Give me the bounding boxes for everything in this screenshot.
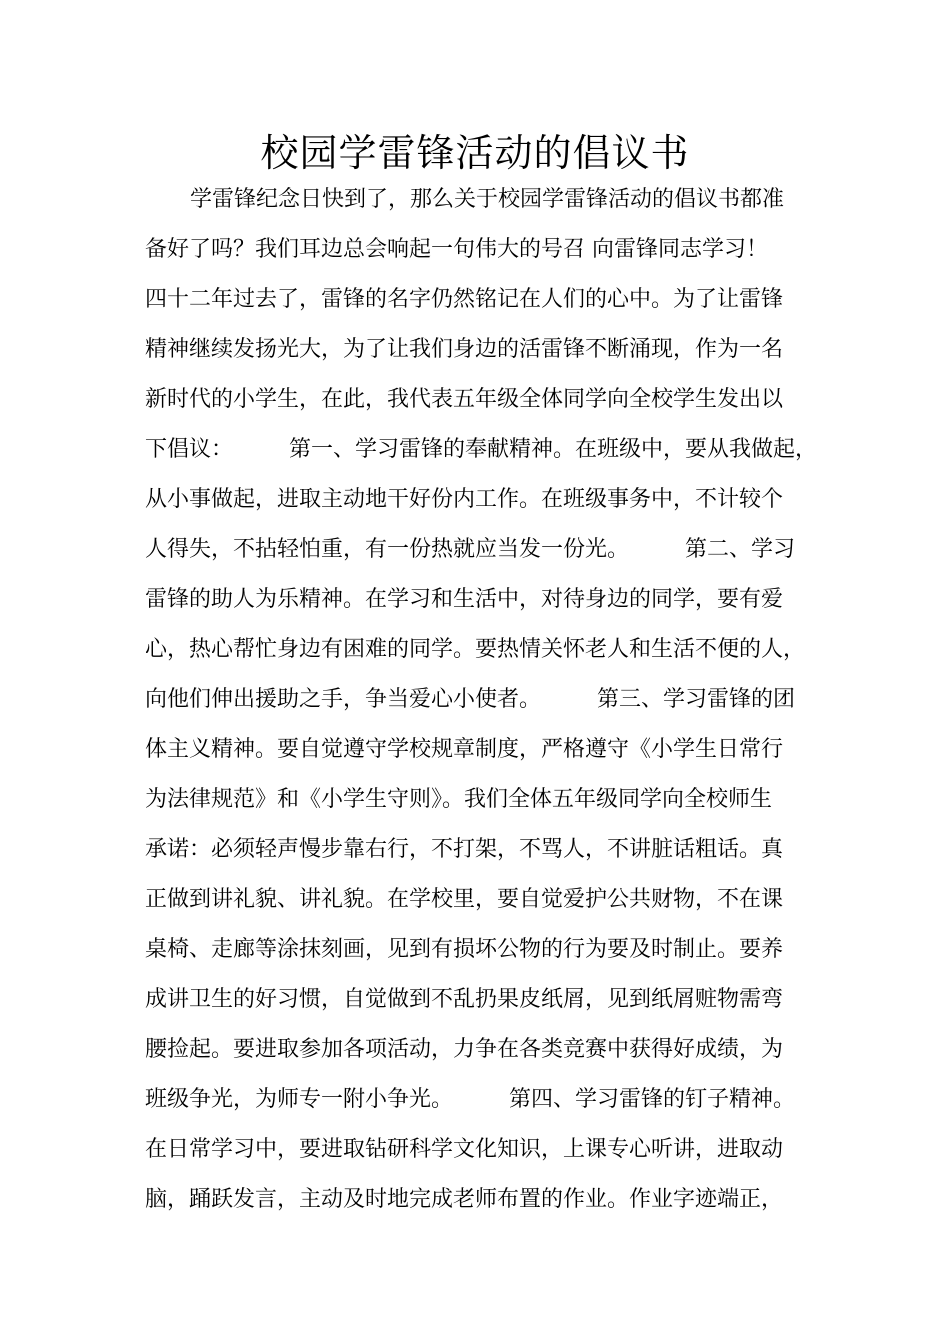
- paragraph-line: 在日常学习中，要进取钻研科学文化知识，上课专心听讲，进取动: [145, 1137, 784, 1162]
- paragraph-line: 人得失，不拈轻怕重，有一份热就应当发一份光。 第二、学习: [145, 537, 795, 562]
- paragraph-line: 成讲卫生的好习惯，自觉做到不乱扔果皮纸屑，见到纸屑赃物需弯: [145, 987, 784, 1012]
- paragraph-line: 为法律规范》和《小学生守则》。我们全体五年级同学向全校师生: [145, 787, 773, 812]
- paragraph-line: 新时代的小学生，在此，我代表五年级全体同学向全校学生发出以: [145, 387, 784, 412]
- paragraph-line: 四十二年过去了，雷锋的名字仍然铭记在人们的心中。为了让雷锋: [145, 287, 784, 312]
- paragraph-line: 下倡议： 第一、学习雷锋的奉献精神。在班级中，要从我做起，: [145, 437, 817, 462]
- paragraph-line: 精神继续发扬光大，为了让我们身边的活雷锋不断涌现，作为一名: [145, 337, 784, 362]
- paragraph-line: 班级争光，为师专一附小争光。 第四、学习雷锋的钉子精神。: [145, 1087, 795, 1112]
- paragraph-line: 雷锋的助人为乐精神。在学习和生活中，对待身边的同学，要有爱: [145, 587, 784, 612]
- paragraph-line: 向他们伸出援助之手，争当爱心小使者。 第三、学习雷锋的团: [145, 687, 795, 712]
- paragraph-line: 从小事做起，进取主动地干好份内工作。在班级事务中，不计较个: [145, 487, 784, 512]
- paragraph-line: 桌椅、走廊等涂抹刻画，见到有损坏公物的行为要及时制止。要养: [145, 937, 784, 962]
- paragraph-line: 承诺：必须轻声慢步靠右行，不打架，不骂人，不讲脏话粗话。真: [145, 837, 784, 862]
- document-title: 校园学雷锋活动的倡议书: [260, 131, 690, 175]
- paragraph-line: 正做到讲礼貌、讲礼貌。在学校里，要自觉爱护公共财物，不在课: [145, 887, 784, 912]
- paragraph-line: 备好了吗？我们耳边总会响起一句伟大的号召 向雷锋同志学习！: [145, 237, 768, 262]
- paragraph-line: 心，热心帮忙身边有困难的同学。要热情关怀老人和生活不便的人，: [145, 637, 806, 662]
- paragraph-line: 学雷锋纪念日快到了，那么关于校园学雷锋活动的倡议书都准: [190, 187, 785, 212]
- paragraph-line: 脑，踊跃发言，主动及时地完成老师布置的作业。作业字迹端正，: [145, 1187, 784, 1212]
- paragraph-line: 体主义精神。要自觉遵守学校规章制度，严格遵守《小学生日常行: [145, 737, 784, 762]
- paragraph-line: 腰捡起。要进取参加各项活动，力争在各类竞赛中获得好成绩，为: [145, 1037, 784, 1062]
